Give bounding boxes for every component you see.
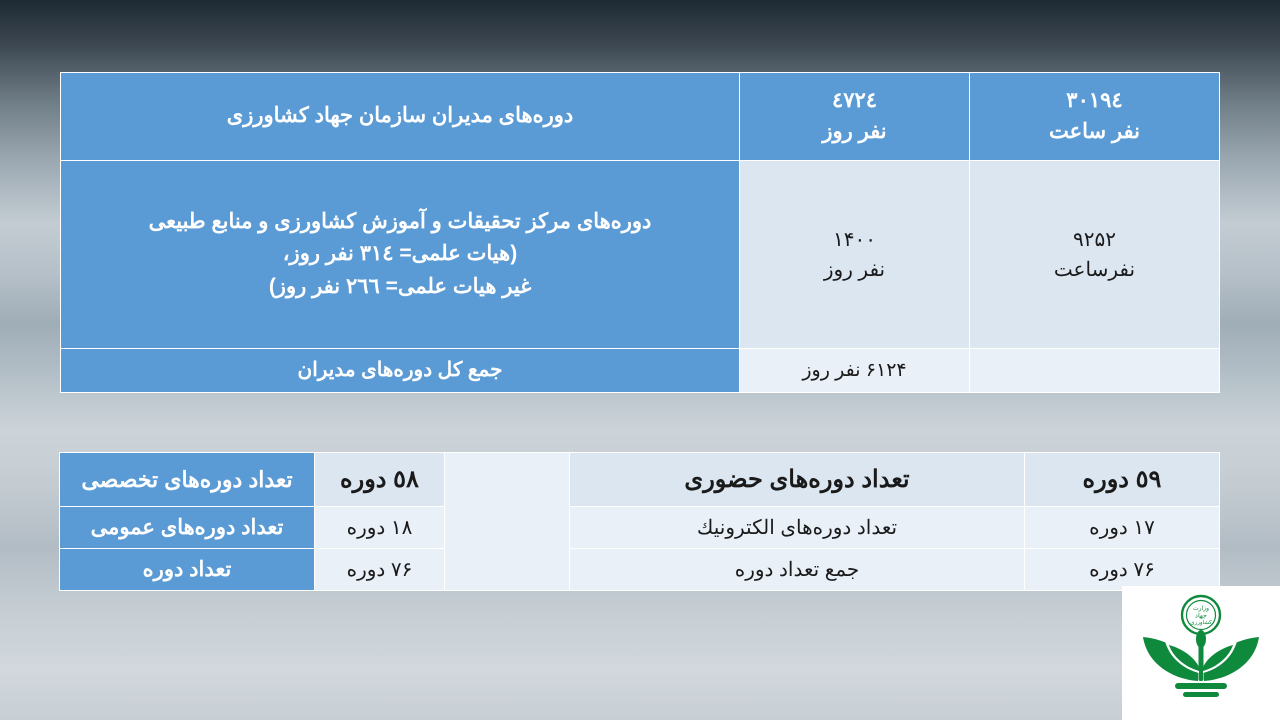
cell-hours-header bbox=[970, 73, 1220, 161]
cell-course-count-label: تعداد دوره bbox=[60, 549, 315, 591]
days-value: ٤٧٢٤ bbox=[831, 89, 878, 113]
cell-electronic-label: تعداد دوره‌های الکترونیك bbox=[570, 507, 1025, 549]
days-unit: نفر روز bbox=[822, 119, 887, 143]
jahad-keshavarzi-logo-icon bbox=[1131, 593, 1271, 713]
cell-electronic-value: ۱۷ دوره bbox=[1025, 507, 1220, 549]
cell-days-header bbox=[740, 73, 970, 161]
cell-row-label bbox=[61, 161, 740, 349]
cell-general-label: تعداد دوره‌های عمومی bbox=[60, 507, 315, 549]
cell-specialized-label: تعداد دوره‌های تخصصی bbox=[60, 453, 315, 507]
cell-days-total: ۶۱۲۴ نفر روز bbox=[740, 349, 970, 393]
table-row bbox=[61, 161, 1220, 349]
organization-logo bbox=[1122, 586, 1280, 720]
label-line-2: (هیات علمی= ٣١٤ نفر روز، bbox=[282, 242, 518, 266]
hours-value: ٣٠١٩٤ bbox=[1066, 89, 1123, 113]
cell-total-courses-value: ۷۶ دوره bbox=[1025, 549, 1220, 591]
hours-value: ۹۲۵۲ bbox=[1073, 228, 1116, 251]
hours-unit: نفر ساعت bbox=[1048, 119, 1141, 143]
cell-inperson-value: ٥٩ دوره bbox=[1025, 453, 1220, 507]
course-counts-table bbox=[60, 452, 1220, 591]
cell-general-value: ۱۸ دوره bbox=[315, 507, 445, 549]
cell-days bbox=[740, 161, 970, 349]
table2 bbox=[59, 452, 1220, 591]
table-row bbox=[60, 453, 1220, 507]
table1 bbox=[60, 72, 1220, 393]
hours-unit: نفرساعت bbox=[1053, 258, 1136, 281]
cell-specialized-value: ٥٨ دوره bbox=[315, 453, 445, 507]
svg-text:کشاورزی: کشاورزی bbox=[1190, 620, 1212, 626]
table-row bbox=[60, 507, 1220, 549]
label-line-3: غیر هیات علمی= ٢٦٦ نفر روز) bbox=[268, 274, 532, 298]
cell-row-label: دوره‌های مدیران سازمان جهاد کشاورزی bbox=[61, 73, 740, 161]
cell-total-courses-label: جمع تعداد دوره bbox=[570, 549, 1025, 591]
svg-text:وزارت: وزارت bbox=[1192, 606, 1210, 612]
days-unit: نفر روز bbox=[823, 258, 886, 281]
svg-text:جهاد: جهاد bbox=[1195, 612, 1207, 620]
days-value: ۱۴۰۰ bbox=[833, 228, 876, 251]
table-row bbox=[60, 549, 1220, 591]
cell-hours bbox=[970, 161, 1220, 349]
label-line-1: دوره‌های مرکز تحقیقات و آموزش کشاورزی و منابع طبیعی bbox=[148, 209, 652, 233]
cell-total-label: جمع کل دوره‌های مدیران bbox=[61, 349, 740, 393]
table-row bbox=[61, 349, 1220, 393]
cell-hours-empty bbox=[970, 349, 1220, 393]
cell-course-count-value: ۷۶ دوره bbox=[315, 549, 445, 591]
cell-inperson-label: تعداد دوره‌های حضوری bbox=[570, 453, 1025, 507]
managers-courses-table bbox=[60, 72, 1220, 393]
cell-spacer bbox=[445, 453, 570, 591]
table-row bbox=[61, 73, 1220, 161]
